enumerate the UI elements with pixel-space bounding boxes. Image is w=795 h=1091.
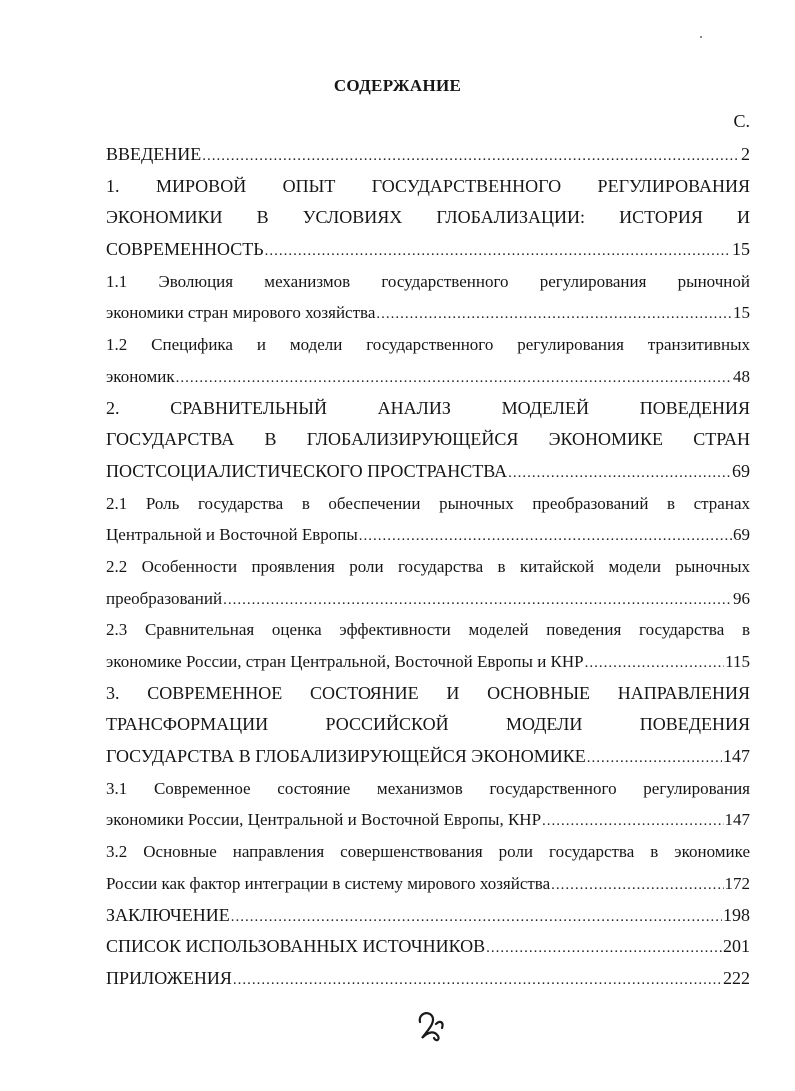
toc-section-1-1-line-2[interactable]	[106, 297, 750, 329]
leader-dots	[542, 806, 723, 836]
toc-page-number: 69	[733, 525, 750, 545]
page-title: СОДЕРЖАНИЕ	[333, 76, 462, 95]
toc-entry-introduction[interactable]	[106, 139, 750, 171]
leader-dots	[231, 902, 722, 932]
leader-dots	[202, 141, 740, 171]
toc-section-1-2-line-1[interactable]	[106, 329, 750, 361]
toc-entry-text: 1. МИРОВОЙ ОПЫТ ГОСУДАРСТВЕННОГО РЕГУЛИРОВАНИЯ	[106, 175, 750, 196]
leader-dots	[223, 585, 732, 615]
toc-page-number: 2	[741, 144, 750, 164]
toc-entry-text: 3. СОВРЕМЕННОЕ СОСТОЯНИЕ И ОСНОВНЫЕ НАПРАВЛЕНИЯ	[106, 682, 750, 703]
toc-entry-text: экономик	[106, 366, 175, 386]
leader-dots	[265, 236, 731, 266]
toc-entry-text: 1.2 Специфика и модели государственного регулирования транзитивных	[106, 335, 750, 355]
toc-entry-text: преобразований	[106, 588, 223, 608]
toc-entry-text: 2. СРАВНИТЕЛЬНЫЙ АНАЛИЗ МОДЕЛЕЙ ПОВЕДЕНИЯ	[106, 397, 750, 418]
toc-page-number: 222	[723, 967, 750, 988]
toc-entry-text: ПОСТСОЦИАЛИСТИЧЕСКОГО ПРОСТРАНСТВА	[106, 460, 508, 481]
toc-section-2-2-line-1[interactable]	[106, 551, 750, 583]
leader-dots	[551, 870, 723, 900]
toc-section-2-3-line-2[interactable]	[106, 646, 750, 678]
toc-page-number: 48	[733, 366, 750, 386]
toc-chapter-3-line-2[interactable]	[106, 709, 750, 741]
toc-section-3-1-line-2[interactable]	[106, 804, 750, 836]
toc-section-3-2-line-1[interactable]	[106, 836, 750, 868]
toc-chapter-1-line-3[interactable]	[106, 234, 750, 266]
toc-page-number: 147	[724, 810, 750, 830]
toc-section-1-1-line-1[interactable]	[106, 266, 750, 298]
toc-chapter-3-line-3[interactable]	[106, 741, 750, 773]
page-column-label: С.	[733, 111, 750, 131]
toc-chapter-3-line-1[interactable]	[106, 678, 750, 710]
toc-entry-conclusion[interactable]	[106, 900, 750, 932]
toc-page-number: 15	[732, 239, 750, 260]
toc-entry-text: 3.2 Основные направления совершенствования роли государства в экономике	[106, 842, 750, 862]
toc-section-2-2-line-2[interactable]	[106, 583, 750, 615]
leader-dots	[176, 363, 732, 393]
toc-page-number: 172	[724, 873, 750, 893]
leader-dots	[508, 458, 731, 488]
toc-page-number: 115	[725, 652, 750, 671]
toc-section-2-1-line-1[interactable]	[106, 488, 750, 520]
toc-entry-text: 3.1 Современное состояние механизмов государственного регулирования	[106, 778, 750, 798]
toc-page-number: 198	[723, 904, 750, 925]
toc-entry-text: 2.2 Особенности проявления роли государства в китайской модели рыночных	[106, 556, 750, 576]
leader-dots	[233, 965, 722, 995]
toc-entry-text: экономики стран мирового хозяйства	[106, 303, 376, 323]
leader-dots	[359, 521, 732, 551]
toc-page-number: 201	[723, 936, 750, 957]
toc-page-number: 96	[733, 588, 750, 608]
toc-chapter-1-line-1[interactable]	[106, 171, 750, 203]
toc-entry-text: СПИСОК ИСПОЛЬЗОВАННЫХ ИСТОЧНИКОВ	[106, 936, 486, 957]
leader-dots	[486, 933, 722, 963]
toc-entry-text: Центральной и Восточной Европы	[106, 525, 358, 545]
toc-entry-text: 1.1 Эволюция механизмов государственного регулирования рыночной	[106, 271, 750, 291]
leader-dots	[376, 299, 732, 329]
toc-page-number: 147	[723, 746, 750, 767]
toc-entry-text: 2.3 Сравнительная оценка эффективности моделей поведения государства в	[106, 620, 750, 640]
toc-entry-text: ТРАНСФОРМАЦИИ РОССИЙСКОЙ МОДЕЛИ ПОВЕДЕНИЯ	[106, 714, 750, 735]
toc-section-3-2-line-2[interactable]	[106, 868, 750, 900]
toc-entry-text: экономики России, Центральной и Восточной Европы, КНР	[106, 810, 542, 830]
toc-section-2-3-line-1[interactable]	[106, 614, 750, 646]
handwritten-page-number	[414, 1008, 448, 1044]
scan-speck	[700, 36, 702, 38]
toc-entry-text: СОВРЕМЕННОСТЬ	[106, 239, 264, 260]
toc-entry-text: ЗАКЛЮЧЕНИЕ	[106, 904, 230, 925]
toc-entry-text: ВВЕДЕНИЕ	[106, 144, 202, 164]
toc-chapter-2-line-2[interactable]	[106, 424, 750, 456]
toc-entry-text: 2.1 Роль государства в обеспечении рыночных преобразований в странах	[106, 493, 750, 513]
toc-entry-appendices[interactable]	[106, 963, 750, 995]
toc-entry-text: ГОСУДАРСТВА В ГЛОБАЛИЗИРУЮЩЕЙСЯ ЭКОНОМИКЕ	[106, 746, 586, 767]
toc-section-3-1-line-1[interactable]	[106, 773, 750, 805]
toc-chapter-1-line-2[interactable]	[106, 202, 750, 234]
toc-page-number: 15	[733, 303, 750, 323]
toc-section-1-2-line-2[interactable]	[106, 361, 750, 393]
toc-chapter-2-line-1[interactable]	[106, 393, 750, 425]
toc-entry-text: ГОСУДАРСТВА В ГЛОБАЛИЗИРУЮЩЕЙСЯ ЭКОНОМИКЕ СТРАН	[106, 429, 750, 450]
toc-entry-text: России как фактор интеграции в систему мирового хозяйства	[106, 873, 551, 893]
leader-dots	[585, 648, 725, 678]
toc-chapter-2-line-3[interactable]	[106, 456, 750, 488]
leader-dots	[587, 743, 722, 773]
toc-section-2-1-line-2[interactable]	[106, 519, 750, 551]
toc-entry-references[interactable]	[106, 931, 750, 963]
toc-entry-text: экономике России, стран Центральной, Восточной Европы и КНР	[106, 652, 584, 671]
toc-page-number: 69	[732, 460, 750, 481]
table-of-contents	[106, 139, 750, 995]
toc-entry-text: ПРИЛОЖЕНИЯ	[106, 967, 232, 988]
toc-entry-text: ЭКОНОМИКИ В УСЛОВИЯХ ГЛОБАЛИЗАЦИИ: ИСТОРИЯ И	[106, 207, 750, 228]
